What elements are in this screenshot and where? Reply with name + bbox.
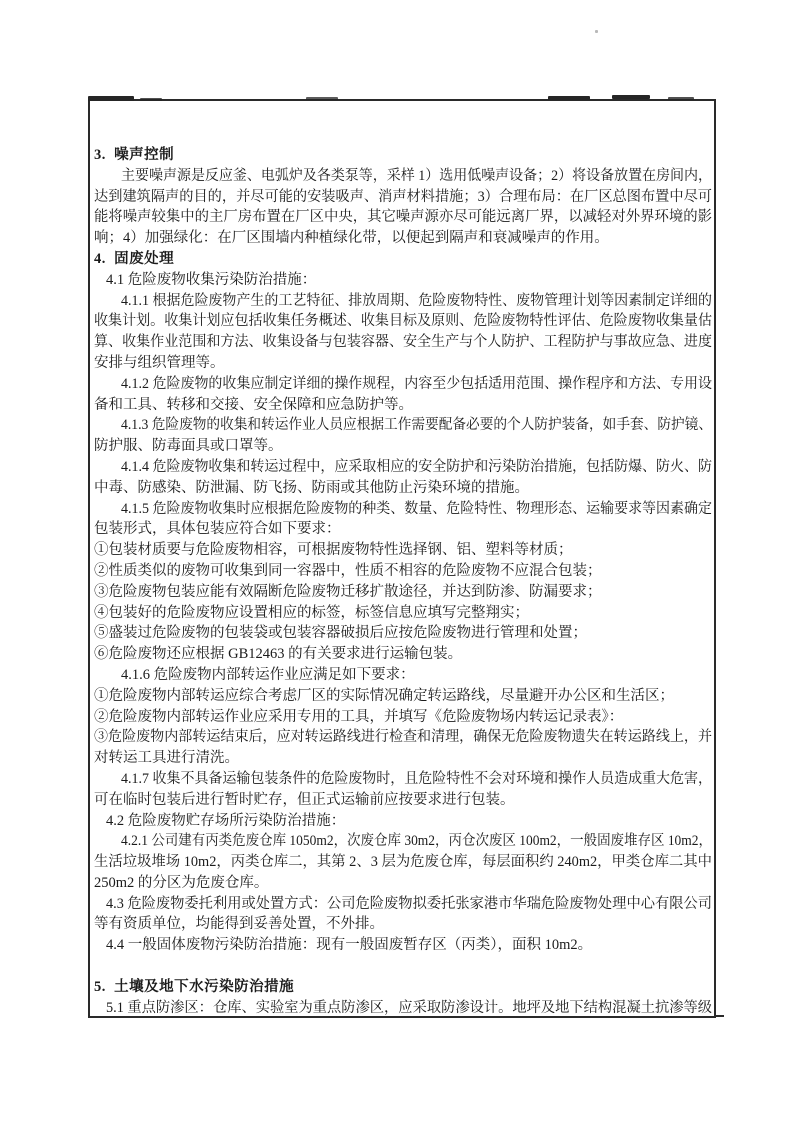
text-line: ①包装材质要与危险废物相容，可根据废物特性选择钢、铝、塑料等材质； bbox=[94, 542, 573, 559]
section-4-heading: 4. 固废处理 bbox=[94, 250, 175, 267]
text-line: 4.1.6 危险废物内部转运作业应满足如下要求： bbox=[121, 666, 415, 683]
scan-border-overshoot bbox=[714, 1015, 724, 1017]
text-line: 250m2 的分区为危废仓库。 bbox=[94, 874, 269, 891]
scan-smudge bbox=[612, 95, 650, 99]
text-line: 达到建筑隔声的目的，并尽可能的安装吸声、消声材料措施；3）合理布局：在厂区总图布置中尽可 bbox=[94, 188, 712, 205]
text-line: ③危险废物包装应能有效隔断危险废物迁移扩散途径，并达到防渗、防漏要求； bbox=[94, 583, 602, 600]
text-line: 4.1.4 危险废物收集和转运过程中，应采取相应的安全防护和污染防治措施，包括防爆、防火、防 bbox=[121, 458, 712, 475]
text-line: 主要噪声源是反应釜、电弧炉及各类泵等，采样 1）选用低噪声设备；2）将设备放置在房间内， bbox=[121, 167, 712, 184]
text-line: 备和工具、转移和交接、安全保障和应急防护等。 bbox=[94, 396, 413, 413]
scan-speck bbox=[595, 30, 598, 33]
text-line: 算、收集作业范围和方法、收集设备与包装容器、安全生产与个人防护、工程防护与事故应急、进度 bbox=[94, 334, 712, 351]
text-line: 4.2.1 公司建有丙类危废仓库 1050m2，次废仓库 30m2，丙仓次废区 100m2，一般固废堆存区 10m2， bbox=[121, 833, 712, 850]
scan-smudge bbox=[548, 96, 590, 100]
text-line: 等有资质单位，均能得到妥善处置，不外排。 bbox=[94, 916, 384, 933]
text-line: 4.4 一般固体废物污染防治措施：现有一般固废暂存区（丙类），面积 10m2。 bbox=[106, 937, 593, 954]
text-line: 4.1.1 根据危险废物产生的工艺特征、排放周期、危险废物特性、废物管理计划等因素制定详细的 bbox=[121, 292, 712, 309]
text-line: 4.3 危险废物委托利用或处置方式：公司危险废物拟委托张家港市华瑞危险废物处理中心有限公司 bbox=[106, 895, 712, 912]
text-line: 4.1.7 收集不具备运输包装条件的危险废物时，且危险特性不会对环境和操作人员造成重大危害， bbox=[121, 770, 712, 787]
scan-smudge bbox=[88, 96, 134, 101]
text-line: 4.1.2 危险废物的收集应制定详细的操作规程，内容至少包括适用范围、操作程序和方法、专用设 bbox=[121, 375, 712, 392]
text-line: 防护服、防毒面具或口罩等。 bbox=[94, 438, 283, 455]
text-line: 安排与组织管理等。 bbox=[94, 354, 225, 371]
text-line: 4.1 危险废物收集污染防治措施： bbox=[106, 271, 317, 288]
text-line: ②性质类似的废物可收集到同一容器中，性质不相容的危险废物不应混合包装； bbox=[94, 562, 602, 579]
text-line: 能将噪声较集中的主厂房布置在厂区中央，其它噪声源亦尽可能远离厂界，以减轻对外界环境的影 bbox=[94, 209, 712, 226]
text-line: 收集计划。收集计划应包括收集任务概述、收集目标及原则、危险废物特性评估、危险废物收集量估 bbox=[94, 313, 712, 330]
text-line: 4.1.5 危险废物收集时应根据危险废物的种类、数量、危险特性、物理形态、运输要求等因素确定 bbox=[121, 500, 712, 517]
blank-line bbox=[94, 956, 712, 977]
text-line: ①危险废物内部转运应综合考虑厂区的实际情况确定转运路线，尽量避开办公区和生活区； bbox=[94, 687, 674, 704]
text-line: 包装形式，具体包装应符合如下要求： bbox=[94, 521, 341, 538]
text-line: ③危险废物内部转运结束后，应对转运路线进行检查和清理，确保无危险废物遗失在转运路线上，并 bbox=[94, 729, 712, 746]
text-line: ④包装好的危险废物应设置相应的标签，标签信息应填写完整翔实； bbox=[94, 604, 529, 621]
text-line: 中毒、防感染、防泄漏、防飞扬、防雨或其他防止污染环境的措施。 bbox=[94, 479, 529, 496]
section-3-heading: 3. 噪声控制 bbox=[94, 147, 175, 163]
scan-smudge bbox=[306, 97, 338, 100]
section-5-heading: 5. 土壤及地下水污染防治措施 bbox=[94, 978, 295, 995]
scan-smudge bbox=[140, 98, 162, 101]
text-line: ⑥危险废物还应根据 GB12463 的有关要求进行运输包装。 bbox=[94, 646, 463, 663]
text-line: 对转运工具进行清洗。 bbox=[94, 750, 239, 767]
text-line: ②危险废物内部转运作业应采用专用的工具，并填写《危险废物场内转运记录表》： bbox=[94, 708, 624, 725]
text-line: 可在临时包装后进行暂时贮存，但正式运输前应按要求进行包装。 bbox=[94, 791, 515, 808]
content-frame bbox=[88, 99, 716, 1018]
text-line: 4.2 危险废物贮存场所污染防治措施： bbox=[106, 812, 346, 829]
text-line: ⑤盛装过危险废物的包装袋或包装容器破损后应按危险废物进行管理和处置； bbox=[94, 625, 587, 642]
text-line: 生活垃圾堆场 10m2，丙类仓库二，其第 2、3 层为危废仓库，每层面积约 240m2，甲类仓库二其中 bbox=[94, 854, 712, 871]
text-line: 响；4）加强绿化：在厂区围墙内种植绿化带，以便起到隔声和衰减噪声的作用。 bbox=[94, 230, 609, 247]
text-line: 4.1.3 危险废物的收集和转运作业人员应根据工作需要配备必要的个人防护装备，如手套、防护镜、 bbox=[121, 417, 712, 434]
text-line: 5.1 重点防渗区：仓库、实验室为重点防渗区，应采取防渗设计。地坪及地下结构混凝土抗渗等级 bbox=[106, 999, 712, 1016]
document-text bbox=[94, 145, 712, 1018]
scan-smudge bbox=[668, 97, 694, 100]
